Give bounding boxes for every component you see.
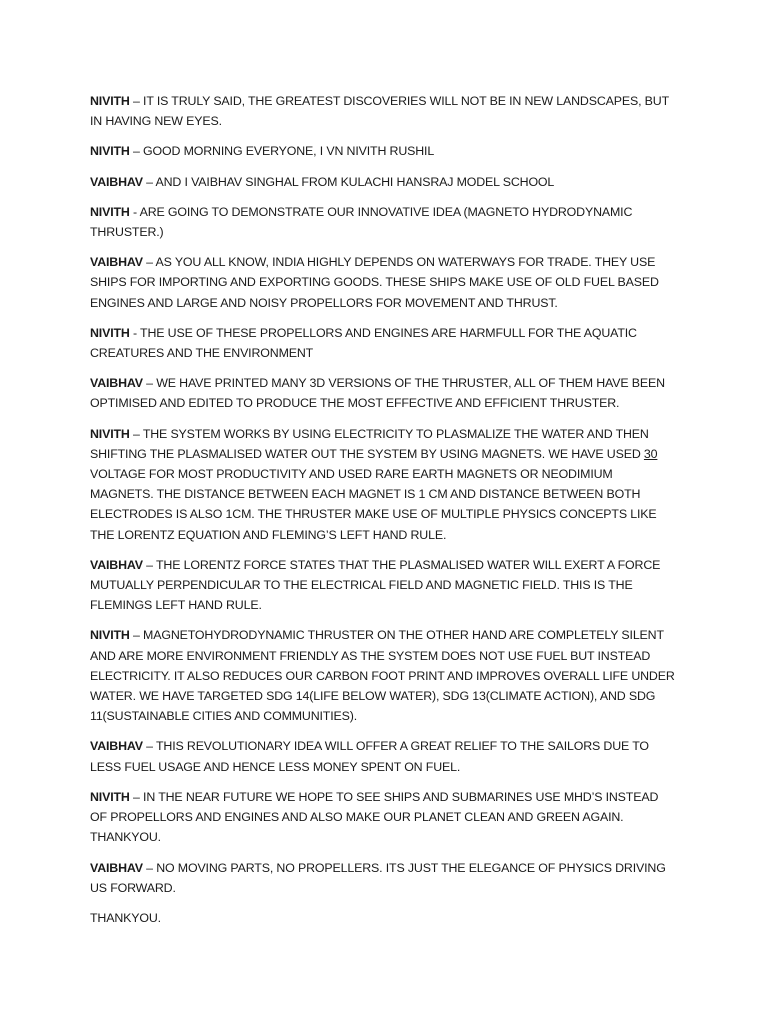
line-text: – AS YOU ALL KNOW, INDIA HIGHLY DEPENDS ON WATERWAYS FOR TRADE. THEY USE SHIPS FOR IMPORTING AND EXPORTING GOODS. THESE SHIPS MAKE USE OF OLD FUEL BASED ENGINES AND LARGE AND NOISY PROPELLORS FOR MOVEMENT AND THRUST. [90,255,659,310]
line-text: – AND I VAIBHAV SINGHAL FROM KULACHI HANSRAJ MODEL SCHOOL [142,174,555,189]
line-text: – MAGNETOHYDRODYNAMIC THRUSTER ON THE OTHER HAND ARE COMPLETELY SILENT AND ARE MORE ENVIRONMENT FRIENDLY AS THE SYSTEM DOES NOT USE FUEL BUT INSTEAD ELECTRICITY. IT ALSO REDUCES OUR CARBON FOOT PRINT AND IMPROVES OVERALL LIFE UNDER WATER. WE HAVE TARGETED SDG 14(LIFE BELOW WATER), SDG 13(CLIMATE ACTION), AND SDG 11(SUSTAINABLE CITIES AND COMMUNITIES). [90,628,675,724]
speaker-name: NIVITH [90,325,130,340]
closing-line: THANKYOU. [90,910,161,925]
script-line-6 [90,323,675,363]
line-text: – NO MOVING PARTS, NO PROPELLERS. ITS JUST THE ELEGANCE OF PHYSICS DRIVING US FORWARD. [90,860,666,895]
underlined-value: 30 [643,446,658,461]
line-text: – THE SYSTEM WORKS BY USING ELECTRICITY TO PLASMALIZE THE WATER AND THEN SHIFTING THE PLASMALISED WATER OUT THE SYSTEM BY USING MAGNETS. WE HAVE USED [90,426,649,461]
script-line-1 [90,91,675,131]
script-line-13 [90,858,675,898]
line-text: VOLTAGE FOR MOST PRODUCTIVITY AND USED RARE EARTH MAGNETS OR NEODIMIUM MAGNETS. THE DISTANCE BETWEEN EACH MAGNET IS 1 CM AND DISTANCE BETWEEN BOTH ELECTRODES IS ALSO 1CM. THE THRUSTER MAKE USE OF MULTIPLE PHYSICS CONCEPTS LIKE THE LORENTZ EQUATION AND FLEMING’S LEFT HAND RULE. [90,467,657,542]
script-line-3 [90,172,675,192]
line-text: – THE LORENTZ FORCE STATES THAT THE PLASMALISED WATER WILL EXERT A FORCE MUTUALLY PERPENDICULAR TO THE ELECTRICAL FIELD AND MAGNETIC FIELD. THIS IS THE FLEMINGS LEFT HAND RULE. [90,557,661,613]
script-line-10 [90,625,675,726]
script-line-11 [90,736,675,776]
speaker-name: NIVITH [90,94,130,108]
speaker-name: NIVITH [90,204,130,219]
script-line-4 [90,202,675,242]
speaker-name: VAIBHAV [90,255,143,270]
script-line-9 [90,555,675,616]
script-line-5 [90,252,675,313]
speaker-name: VAIBHAV [90,860,143,875]
speaker-name: VAIBHAV [90,376,143,391]
line-text: - ARE GOING TO DEMONSTRATE OUR INNOVATIVE IDEA (MAGNETO HYDRODYNAMIC THRUSTER.) [90,204,633,240]
script-line-2 [90,141,675,161]
script-line-7 [90,373,675,413]
speaker-name: VAIBHAV [90,557,143,572]
speaker-name: NIVITH [90,144,130,159]
speaker-name: NIVITH [90,426,130,441]
document-body [90,91,675,938]
line-text: – WE HAVE PRINTED MANY 3D VERSIONS OF THE THRUSTER, ALL OF THEM HAVE BEEN OPTIMISED AND EDITED TO PRODUCE THE MOST EFFECTIVE AND EFFICIENT THRUSTER. [90,376,665,411]
script-line-8 [90,424,675,545]
speaker-name: NIVITH [90,789,130,804]
speaker-name: VAIBHAV [90,739,143,754]
speaker-name: VAIBHAV [90,174,143,189]
speaker-name: NIVITH [90,628,130,643]
line-text: – IN THE NEAR FUTURE WE HOPE TO SEE SHIPS AND SUBMARINES USE MHD’S INSTEAD OF PROPELLORS AND ENGINES AND ALSO MAKE OUR PLANET CLEAN AND GREEN AGAIN. THANKYOU. [90,789,659,845]
line-text: - THE USE OF THESE PROPELLORS AND ENGINES ARE HARMFULL FOR THE AQUATIC CREATURES AND THE ENVIRONMENT [90,325,637,361]
line-text: – THIS REVOLUTIONARY IDEA WILL OFFER A GREAT RELIEF TO THE SAILORS DUE TO LESS FUEL USAGE AND HENCE LESS MONEY SPENT ON FUEL. [90,739,649,774]
line-text: – IT IS TRULY SAID, THE GREATEST DISCOVERIES WILL NOT BE IN NEW LANDSCAPES, BUT IN HAVING NEW EYES. [90,94,669,129]
line-text: – GOOD MORNING EVERYONE, I VN NIVITH RUSHIL [129,144,435,159]
script-line-12 [90,787,675,848]
